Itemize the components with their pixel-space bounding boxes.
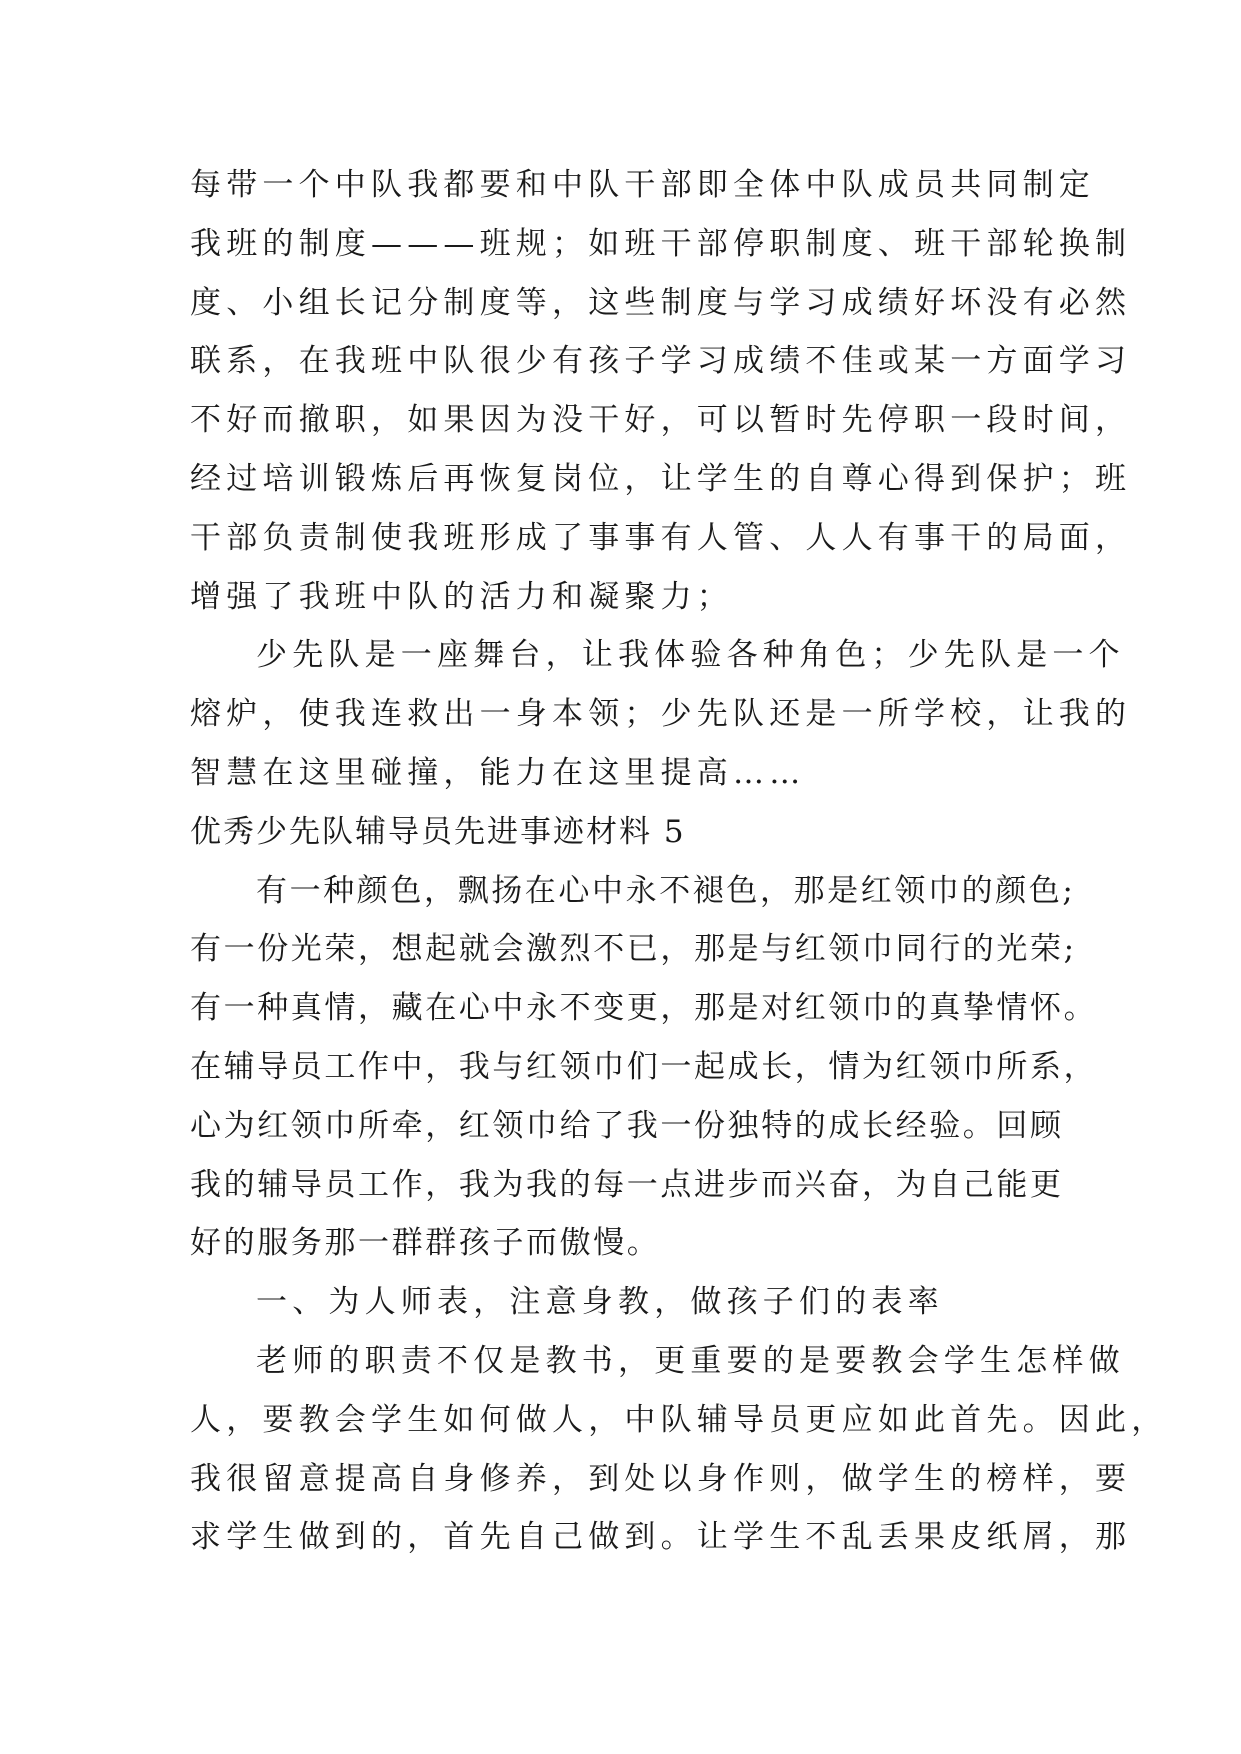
paragraph-class-rules	[190, 156, 1132, 626]
paragraph-pioneers-stage	[190, 626, 1132, 802]
subheading: 一、为人师表，注意身教，做孩子们的表率	[256, 1284, 944, 1321]
text-line: 心为红领巾所牵，红领巾给了我一份独特的成长经验。回顾	[190, 1107, 1064, 1144]
text-line: 我的辅导员工作，我为我的每一点进步而兴奋，为自己能更	[190, 1166, 1064, 1203]
paragraph-red-scarf	[190, 862, 1098, 1274]
text-line: 好的服务那一群群孩子而傲慢。	[190, 1225, 661, 1262]
text-line: 不好而撤职，如果因为没干好，可以暂时先停职一段时间，	[190, 402, 1132, 439]
text-line: 有一种颜色，飘扬在心中永不褪色，那是红领巾的颜色;	[256, 872, 1076, 909]
section-title: 优秀少先队辅导员先进事迹材料 5	[190, 813, 686, 850]
text-line: 我很留意提高自身修养，到处以身作则，做学生的榜样，要	[190, 1460, 1132, 1497]
text-line: 联系，在我班中队很少有孩子学习成绩不佳或某一方面学习	[190, 343, 1132, 380]
text-line: 度、小组长记分制度等，这些制度与学习成绩好坏没有必然	[190, 284, 1132, 321]
text-line: 在辅导员工作中，我与红领巾们一起成长，情为红领巾所系，	[190, 1048, 1098, 1085]
subheading-block	[190, 1273, 1050, 1332]
text-line: 我班的制度———班规；如班干部停职制度、班干部轮换制	[190, 225, 1132, 262]
text-line: 有一种真情，藏在心中永不变更，那是对红领巾的真挚情怀。	[190, 990, 1098, 1027]
text-line: 人，要教会学生如何做人，中队辅导员更应如此首先。因此，	[190, 1401, 1168, 1438]
document-body	[190, 156, 1168, 1567]
text-line: 每带一个中队我都要和中队干部即全体中队成员共同制定	[190, 167, 1095, 203]
text-line: 智慧在这里碰撞，能力在这里提高……	[190, 754, 806, 791]
paragraph-teacher-duty	[190, 1332, 1168, 1567]
text-line: 求学生做到的，首先自己做到。让学生不乱丢果皮纸屑，那	[190, 1519, 1132, 1556]
text-line: 熔炉，使我连救出一身本领；少先队还是一所学校，让我的	[190, 696, 1132, 733]
text-line: 经过培训锻炼后再恢复岗位，让学生的自尊心得到保护；班	[190, 460, 1132, 497]
text-line: 增强了我班中队的活力和凝聚力；	[190, 578, 733, 615]
text-line: 干部负责制使我班形成了事事有人管、人人有事干的局面，	[190, 519, 1132, 556]
text-line: 少先队是一座舞台，让我体验各种角色；少先队是一个	[256, 637, 1125, 674]
text-line: 有一份光荣，想起就会激烈不已，那是与红领巾同行的光荣;	[190, 931, 1077, 968]
text-line: 老师的职责不仅是教书，更重要的是要教会学生怎样做	[256, 1342, 1125, 1379]
